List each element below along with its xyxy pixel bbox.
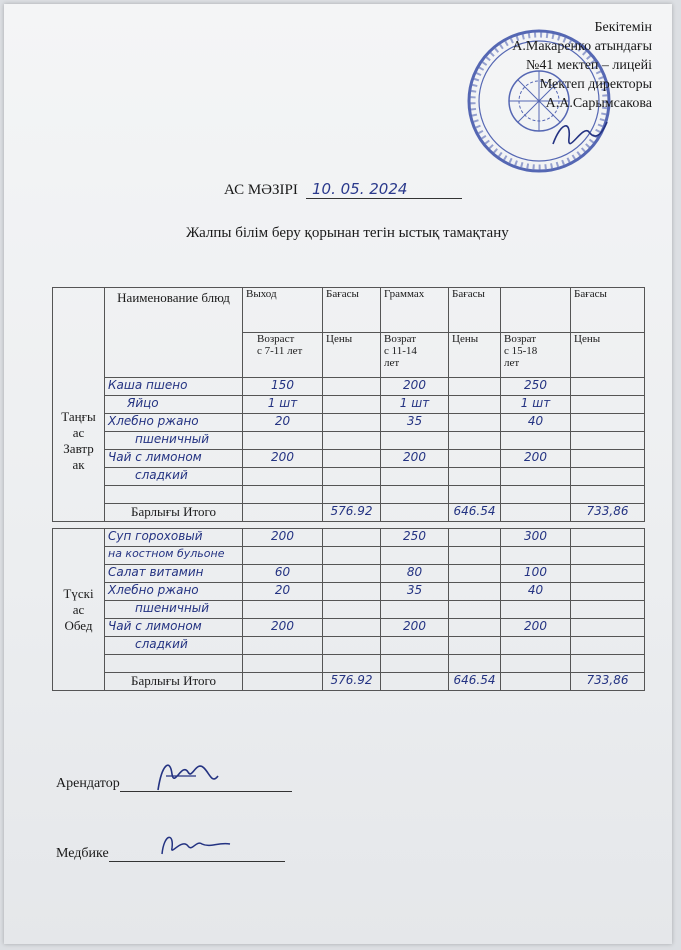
gram-cell: 200 [381,450,449,468]
total-value: 646.54 [449,673,501,691]
subheader-cell: Возраст с 7-11 лет [243,333,323,378]
lunch-table [52,528,645,691]
gram-cell: 250 [381,529,449,547]
gram-cell: 200 [381,619,449,637]
total-row [53,673,645,691]
dish-cell: Чай с лимоном [105,450,243,468]
director-signature-icon [549,114,609,154]
gram-cell: 100 [501,565,571,583]
gram-cell: 1 шт [501,396,571,414]
subheader-cell: Возрат с 15-18 лет [501,333,571,378]
gram-cell: 35 [381,414,449,432]
breakfast-label: Таңғы ас Завтр ак [53,288,105,522]
table-row [53,565,645,583]
table-row [53,655,645,673]
menu-title: АС МӘЗІРІ [224,182,298,198]
dish-cell: пшеничный [105,601,243,619]
col-header: Бағасы [323,288,381,333]
dish-cell: Хлебно ржано [105,414,243,432]
dish-cell: Яйцо [105,396,243,414]
table-row [53,547,645,565]
gram-cell: 80 [381,565,449,583]
dish-cell: сладкий [105,637,243,655]
col-header: Граммах [381,288,449,333]
approval-line: А.Макаренко атындағы [512,39,652,54]
total-label: Барлығы Итого [105,504,243,522]
total-value: 576.92 [323,673,381,691]
table-row [53,529,645,547]
approval-line: №41 мектеп – лицейі [526,58,652,73]
total-row [53,504,645,522]
approval-line: Бекітемін [594,20,652,35]
gram-cell: 200 [501,619,571,637]
gram-cell: 1 шт [243,396,323,414]
subheader-cell: Цены [449,333,501,378]
subheader-cell: Возрат с 11-14 лет [381,333,449,378]
gram-cell: 60 [243,565,323,583]
header-row [53,288,645,333]
gram-cell: 250 [501,378,571,396]
table-row [53,450,645,468]
approval-block [512,18,652,113]
total-label: Барлығы Итого [105,673,243,691]
approval-line: Мектеп директоры [539,77,652,92]
lunch-label: Түскі ас Обед [53,529,105,691]
gram-cell: 35 [381,583,449,601]
table-row [53,396,645,414]
table-row [53,468,645,486]
dish-cell: пшеничный [105,432,243,450]
total-value: 733,86 [571,673,645,691]
dish-name-header: Наименование блюд [105,288,243,378]
gram-cell: 40 [501,414,571,432]
tenant-label: Арендатор [56,776,120,791]
menu-date: 10. 05. 2024 [306,180,462,199]
table-row [53,432,645,450]
nurse-label: Медбике [56,846,109,861]
document-page [4,4,672,944]
dish-cell: на костном бульоне [105,547,243,565]
table-row [53,486,645,504]
menu-subtitle: Жалпы білім беру қорынан тегін ыстық тамақтану [186,225,509,241]
total-value: 576.92 [323,504,381,522]
gram-cell: 20 [243,414,323,432]
dish-cell: Хлебно ржано [105,583,243,601]
subheader-cell: Цены [323,333,381,378]
gram-cell: 40 [501,583,571,601]
gram-cell: 20 [243,583,323,601]
nurse-signature-icon [154,826,234,862]
dish-cell: Салат витамин [105,565,243,583]
table-row [53,414,645,432]
col-header [501,288,571,333]
gram-cell: 150 [243,378,323,396]
menu-table [52,287,645,522]
dish-cell: Каша пшено [105,378,243,396]
tenant-signature-icon [152,754,222,798]
subheader-cell: Цены [571,333,645,378]
gram-cell: 300 [501,529,571,547]
col-header: Бағасы [571,288,645,333]
col-header: Бағасы [449,288,501,333]
gram-cell: 200 [243,450,323,468]
gram-cell: 200 [243,529,323,547]
gram-cell: 200 [243,619,323,637]
table-row [53,601,645,619]
total-value: 646.54 [449,504,501,522]
gram-cell: 200 [381,378,449,396]
table-row [53,637,645,655]
approval-line: А.А.Сарымсакова [545,96,652,111]
col-header: Выход [243,288,323,333]
total-value: 733,86 [571,504,645,522]
table-row [53,619,645,637]
gram-cell: 1 шт [381,396,449,414]
table-row [53,378,645,396]
dish-cell: Суп гороховый [105,529,243,547]
table-row [53,583,645,601]
dish-cell: Чай с лимоном [105,619,243,637]
gram-cell: 200 [501,450,571,468]
dish-cell: сладкий [105,468,243,486]
